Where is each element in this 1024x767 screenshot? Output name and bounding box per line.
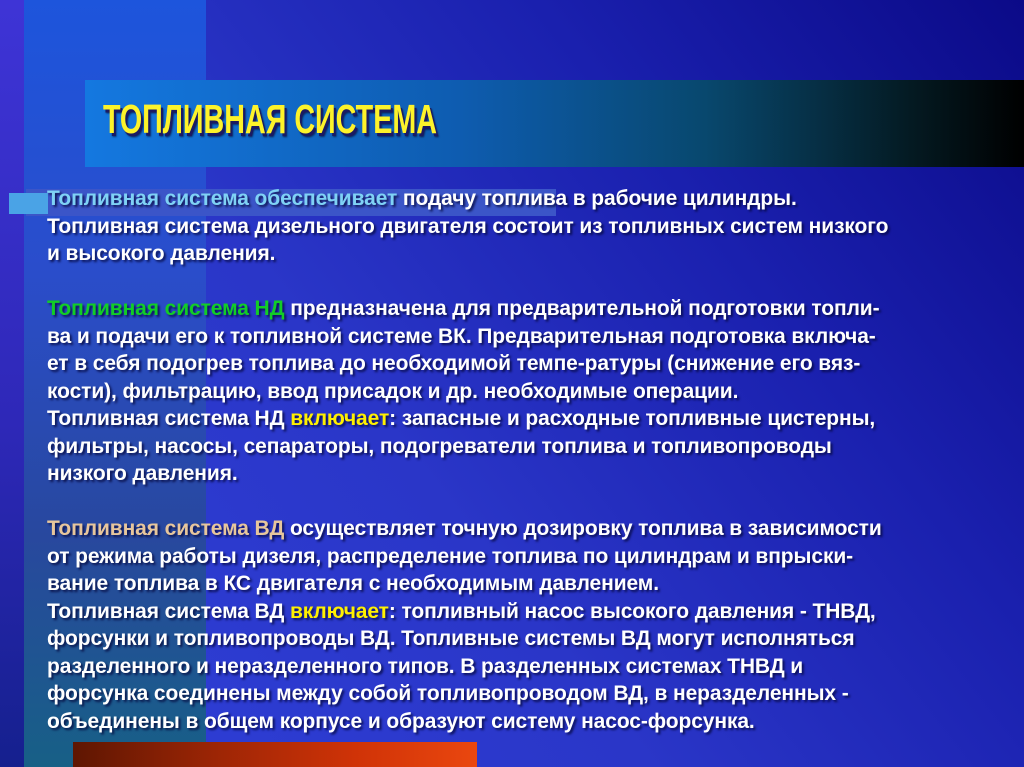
text-line (47, 708, 1017, 736)
left-accent-bar (9, 193, 48, 214)
text-segment: : запасные и расходные топливные цистерны, (389, 407, 876, 430)
text-line (47, 598, 1017, 626)
text-segment: от режима работы дизеля, распределение топлива по цилиндрам и впрыски- (47, 544, 854, 568)
text-line (47, 570, 1017, 598)
text-segment-green: Топливная система НД (47, 297, 285, 320)
text-line (47, 240, 1017, 268)
text-line (47, 433, 1017, 461)
text-segment: ет в себя подогрев топлива до необходимой темпе-ратуры (снижение его вяз- (47, 352, 861, 375)
text-segment: форсунки и топливопроводы ВД. Топливные системы ВД могут исполняться (47, 627, 855, 650)
paragraph (47, 295, 1017, 488)
paragraph (47, 185, 1017, 268)
text-line (47, 295, 1017, 323)
text-segment: фильтры, насосы, сепараторы, подогреватели топлива и топливопроводы (47, 434, 832, 458)
text-line (47, 460, 1017, 488)
text-segment: подачу топлива в рабочие цилиндры. (397, 187, 797, 210)
text-line (47, 543, 1017, 571)
text-segment: Топливная система НД (47, 407, 291, 430)
text-line (47, 625, 1017, 653)
text-segment: Топливная система ВД (47, 599, 290, 623)
text-segment: объединены в общем корпусе и образуют систему насос-форсунка. (47, 709, 755, 733)
text-segment-yellow: включает (289, 599, 389, 623)
text-segment: осуществляет точную дозировку топлива в зависимости (284, 517, 882, 540)
text-segment: и высокого давления. (47, 242, 276, 265)
text-line (47, 653, 1017, 681)
text-segment: ва и подачи его к топливной системе ВК. Предварительная подготовка включа- (47, 324, 876, 348)
text-line (47, 378, 1017, 406)
text-line (47, 323, 1017, 351)
text-segment: Топливная система дизельного двигателя состоит из топливных систем низкого (47, 214, 889, 238)
slide-title: ТОПЛИВНАЯ СИСТЕМА (103, 96, 437, 142)
paragraph (47, 515, 1017, 735)
text-segment-yellow: включает (290, 407, 390, 430)
text-line (47, 515, 1017, 543)
text-line (47, 680, 1017, 708)
text-segment: : топливный насос высокого давления - ТНВД, (388, 599, 876, 623)
text-segment: разделенного и неразделенного типов. В разделенных системах ТНВД и (47, 654, 804, 678)
text-segment: кости), фильтрацию, ввод присадок и др. необходимые операции. (47, 379, 739, 403)
body-text (47, 185, 1017, 763)
left-violet-strip (0, 0, 24, 767)
text-line (47, 350, 1017, 378)
text-segment: предназначена для предварительной подготовки топли- (284, 297, 880, 320)
text-segment-tan: Топливная система ВД (47, 517, 285, 540)
text-segment: низкого давления. (47, 462, 238, 485)
text-line (47, 185, 1017, 213)
text-line (47, 405, 1017, 433)
text-segment-cyan: Топливная система обеспечивает (47, 187, 398, 210)
text-line (47, 213, 1017, 241)
text-segment: форсунка соединены между собой топливопроводом ВД, в неразделенных - (47, 682, 849, 705)
text-segment: вание топлива в КС двигателя с необходимым давлением. (47, 572, 659, 595)
